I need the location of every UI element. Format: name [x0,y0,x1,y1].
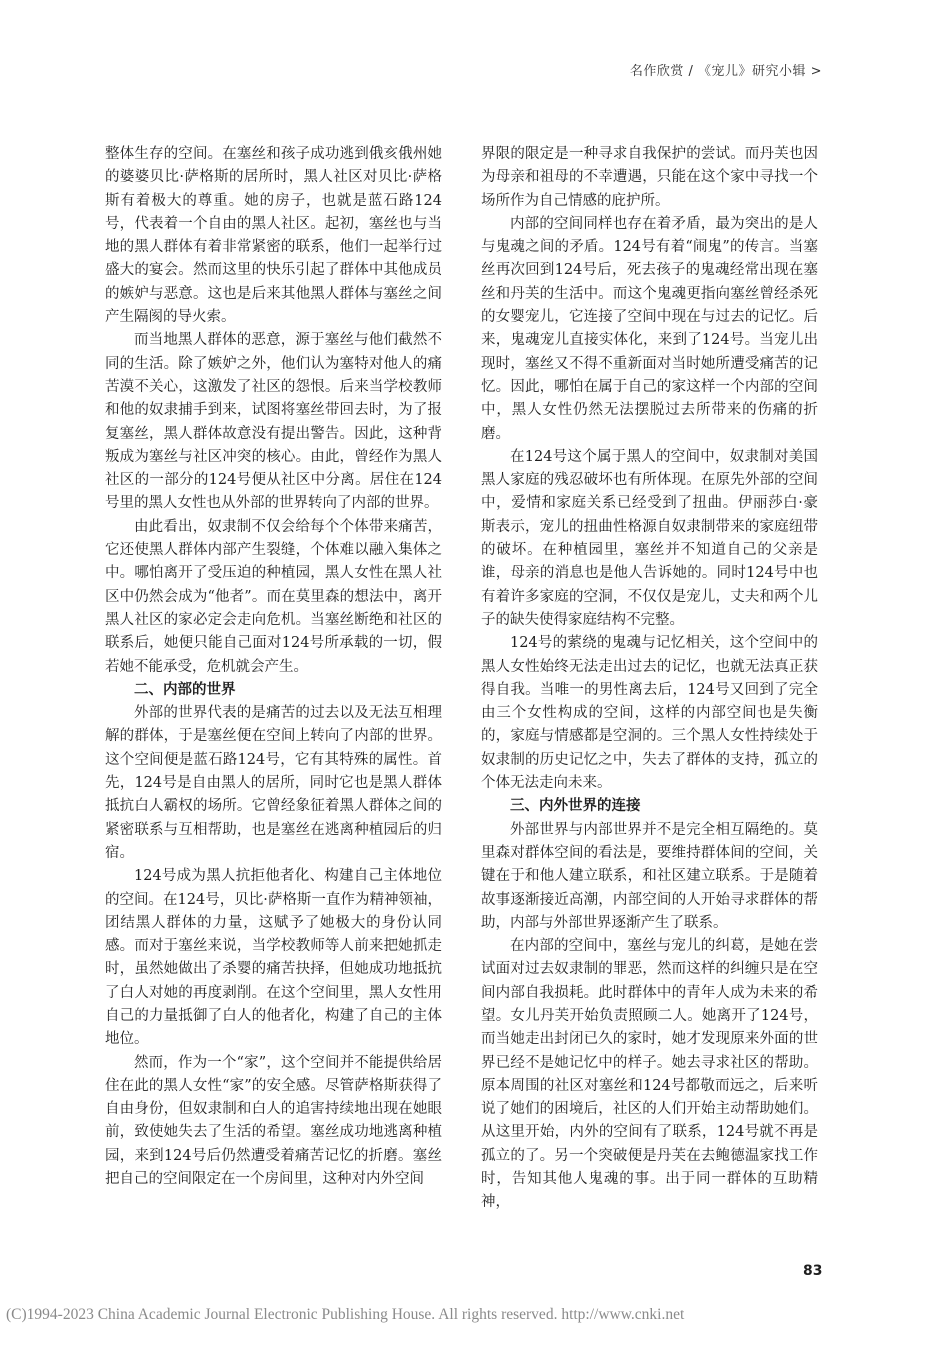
section-heading: 三、内外世界的连接 [510,798,641,815]
paragraph: 124号成为黑人抗拒他者化、构建自己主体地位的空间。在124号，贝比·萨格斯一直作为精神领袖，团结黑人群体的力量，这赋予了她极大的身份认同感。而对于塞丝来说，当学校教师等人前来把她抓走时，虽然她做出了杀婴的痛苦抉择，但她成功地抵抗了白人对她的再度剥削。在这个空间里，黑人女性用自己的力量抵御了白人的他者化，构建了自己的主体地位。 [105,868,442,1048]
paragraph: 124号的萦绕的鬼魂与记忆相关，这个空间中的黑人女性始终无法走出过去的记忆，也就无法真正获得自我。当唯一的男性离去后，124号又回到了完全由三个女性构成的空间，这样的内部空间也是失衡的，家庭与情感都是空洞的。三个黑人女性持续处于奴隶制的历史记忆之中，失去了群体的支持，孤立的个体无法走向未来。 [481,635,818,792]
paragraph: 由此看出，奴隶制不仅会给每个个体带来痛苦，它还使黑人群体内部产生裂缝，个体难以融入集体之中。哪怕离开了受压迫的种植园，黑人女性在黑人社区中仍然会成为“他者”。而在莫里森的想法中，离开黑人社区的家必定会走向危机。当塞丝断绝和社区的联系后，她便只能自己面对124号所承载的一切，假若她不能承受，危机就会产生。 [105,518,442,675]
paragraph: 内部的空间同样也存在着矛盾，最为突出的是人与鬼魂之间的矛盾。124号有着“闹鬼”的传言。当塞丝再次回到124号后，死去孩子的鬼魂经常出现在塞丝和丹芙的生活中。而这个鬼魂更指向塞丝曾经杀死的女婴宠儿，它连接了空间中现在与过去的记忆。后来，鬼魂宠儿直接实体化，来到了124号。当宠儿出现时，塞丝又不得不重新面对当时她所遭受痛苦的记忆。因此，哪怕在属于自己的家这样一个内部的空间中，黑人女性仍然无法摆脱过去所带来的伤痛的折磨。 [481,215,818,442]
section-heading: 二、内部的世界 [134,681,236,698]
paragraph: 在124号这个属于黑人的空间中，奴隶制对美国黑人家庭的残忍破坏也有所体现。在原先外部的空间中，爱情和家庭关系已经受到了扭曲。伊丽莎白·豪斯表示，宠儿的扭曲性格源自奴隶制带来的家庭纽带的破坏。在种植园里，塞丝并不知道自己的父亲是谁，母亲的消息也是他人告诉她的。同时124号中也有着许多家庭的空洞，不仅仅是宠儿，丈夫和两个儿子的缺失使得家庭结构不完整。 [481,448,818,628]
copyright-footer: (C)1994-2023 China Academic Journal Electronic Publishing House. All rights reserved. http://www.cnki.net [6,1306,685,1323]
paragraph: 整体生存的空间。在塞丝和孩子成功逃到俄亥俄州她的婆婆贝比·萨格斯的居所时，黑人社区对贝比·萨格斯有着极大的尊重。她的房子，也就是蓝石路124号，代表着一个自由的黑人社区。起初，塞丝也与当地的黑人群体有着非常紧密的联系，他们一起举行过盛大的宴会。然而这里的快乐引起了群体中其他成员的嫉妒与恶意。这也是后来其他黑人群体与塞丝之间产生隔阂的导火索。 [105,146,442,326]
running-header: 名作欣赏 / 《宠儿》研究小辑 > [629,64,822,79]
right-column [481,143,818,1215]
paragraph: 然而，作为一个“家”，这个空间并不能提供给居住在此的黑人女性“家”的安全感。尽管萨格斯获得了自由身份，但奴隶制和白人的追害持续地出现在她眼前，致使她失去了生活的希望。塞丝成功地逃离种植园，来到124号后仍然遭受着痛苦记忆的折磨。塞丝把自己的空间限定在一个房间里，这种对内外空间 [105,1054,442,1188]
paragraph: 外部的世界代表的是痛苦的过去以及无法互相理解的群体，于是塞丝便在空间上转向了内部的世界。这个空间便是蓝石路124号，它有其特殊的属性。首先，124号是自由黑人的居所，同时它也是黑人群体抵抗白人霸权的场所。它曾经象征着黑人群体之间的紧密联系与互相帮助，也是塞丝在逃离种植园后的归宿。 [105,705,442,861]
paragraph: 而当地黑人群体的恶意，源于塞丝与他们截然不同的生活。除了嫉妒之外，他们认为塞特对他人的痛苦漠不关心，这激发了社区的怨恨。后来当学校教师和他的奴隶捕手到来，试图将塞丝带回去时，为了报复塞丝，黑人群体故意没有提出警告。因此，这种背叛成为塞丝与社区冲突的核心。由此，曾经作为黑人社区的一部分的124号便从社区中分离。居住在124号里的黑人女性也从外部的世界转向了内部的世界。 [105,332,442,512]
paragraph: 界限的限定是一种寻求自我保护的尝试。而丹芙也因为母亲和祖母的不幸遭遇，只能在这个家中寻找一个场所作为自己情感的庇护所。 [481,146,818,209]
paragraph: 在内部的空间中，塞丝与宠儿的纠葛，是她在尝试面对过去奴隶制的罪恶，然而这样的纠缠只是在空间内部自我损耗。此时群体中的青年人成为未来的希望。女儿丹芙开始负责照顾二人。她离开了124号，而当她走出封闭已久的家时，她才发现原来外面的世界已经不是她记忆中的样子。她去寻求社区的帮助。原本周围的社区对塞丝和124号都敬而远之，后来听说了她们的困境后，社区的人们开始主动帮助她们。从这里开始，内外的空间有了联系，124号就不再是孤立的了。另一个突破便是丹芙在去鲍德温家找工作时，告知其他人鬼魂的事。出于同一群体的互助精神， [481,938,818,1211]
left-column [105,143,442,1191]
paragraph: 外部世界与内部世界并不是完全相互隔绝的。莫里森对群体空间的看法是，要维持群体间的空间，关键在于和他人建立联系，和社区建立联系。于是随着故事逐渐接近高潮，内部空间的人开始寻求群体的帮助，内部与外部世界逐渐产生了联系。 [481,821,818,931]
page-number: 83 [803,1263,823,1279]
